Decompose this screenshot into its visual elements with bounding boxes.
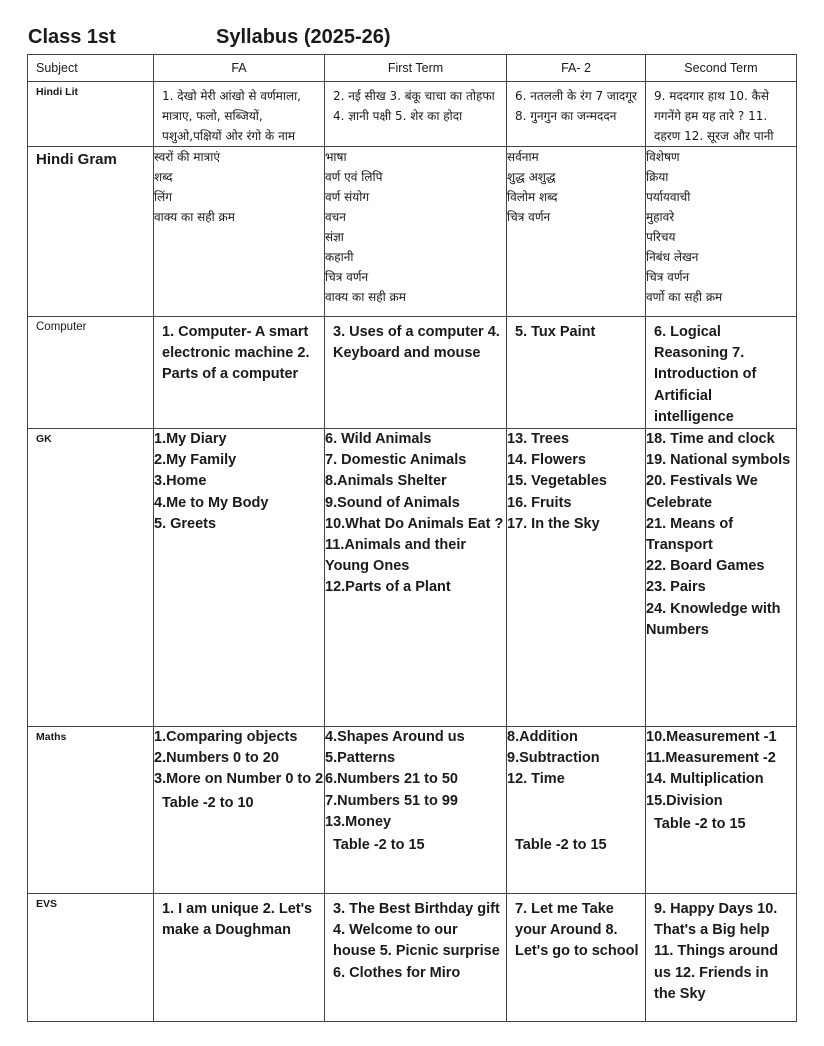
fa2-cell <box>507 894 646 1022</box>
second-term-text: 9. मददगार हाथ 10. कैसे गगनेंगे हम यह तारे ? 11. दहरण 12. सूरज और पानी <box>654 89 774 143</box>
list-item: वाक्य का सही क्रम <box>325 290 406 304</box>
first-term-cell <box>325 894 507 1022</box>
second-term-cell <box>646 82 797 147</box>
list-item: 13.Money <box>325 813 392 830</box>
first-term-text: 2. नई सीख 3. बंकू चाचा का तोहफा 4. ज्ञानी पक्षी 5. शेर का होदा <box>333 89 495 123</box>
list-item: 4.Shapes Around us <box>325 729 465 746</box>
subject-name: Hindi Gram <box>36 151 117 168</box>
list-item: 2.Numbers 0 to 20 <box>154 750 279 767</box>
list-item: 10.What Do Animals Eat ? <box>325 515 504 532</box>
list-item: 6. Wild Animals <box>325 431 432 448</box>
list-item: 17. In the Sky <box>507 515 600 532</box>
list-item: 4.Me to My Body <box>154 494 269 511</box>
subject-name: GK <box>36 433 52 446</box>
list-item: 21. Means of Transport <box>646 515 734 554</box>
first-term-cell <box>325 727 507 894</box>
list-item: 15. Vegetables <box>507 473 607 490</box>
fa-list <box>154 429 324 535</box>
list-item: 6.Numbers 21 to 50 <box>325 771 458 788</box>
second-term-text: 6. Logical Reasoning 7. Introduction of Artificial intelligence <box>654 324 757 425</box>
list-item: 24. Knowledge with Numbers <box>646 600 781 638</box>
fa-cell <box>154 147 325 317</box>
list-item: 8.Addition <box>507 729 578 746</box>
first-term-list <box>325 147 506 307</box>
list-item: 3.More on Number 0 to 2 <box>154 771 324 788</box>
fa2-list <box>507 147 645 227</box>
first-term-table-note: Table -2 to 15 <box>333 837 425 854</box>
list-item: विलोम शब्द <box>507 190 558 204</box>
subject-name: EVS <box>36 898 58 911</box>
column-header-subject: Subject <box>28 55 154 82</box>
list-item: स्वरों की मात्राएं <box>154 150 220 164</box>
fa2-text: 7. Let me Take your Around 8. Let's go to school <box>515 901 639 960</box>
first-term-cell <box>325 429 507 727</box>
column-header-first-term: First Term <box>325 55 507 82</box>
fa-list <box>154 147 324 227</box>
list-item: परिचय <box>646 230 676 244</box>
list-item: 9.Sound of Animals <box>325 494 460 511</box>
list-item: शुद्ध अशुद्ध <box>507 170 556 184</box>
column-header-second-term: Second Term <box>646 55 797 82</box>
first-term-list <box>325 727 506 833</box>
second-term-cell <box>646 147 797 317</box>
first-term-text: 3. Uses of a computer 4. Keyboard and mouse <box>333 324 500 362</box>
fa2-cell <box>507 727 646 894</box>
list-item: वचन <box>325 210 346 224</box>
list-item: 5.Patterns <box>325 750 396 767</box>
subject-cell <box>28 147 154 317</box>
second-term-list <box>646 727 796 812</box>
list-item: वाक्य का सही क्रम <box>154 210 235 224</box>
list-item: निबंध लेखन <box>646 250 699 264</box>
fa2-cell <box>507 82 646 147</box>
fa2-list <box>507 727 645 791</box>
table-row <box>28 727 797 894</box>
list-item: 11.Animals and their Young Ones <box>325 537 467 575</box>
subject-cell <box>28 894 154 1022</box>
second-term-list <box>646 429 796 641</box>
list-item: 9.Subtraction <box>507 750 600 767</box>
list-item: 12.Parts of a Plant <box>325 579 451 596</box>
column-header-fa2: FA- 2 <box>507 55 646 82</box>
fa2-text: 6. नतलली के रंग 7 जादगूर 8. गुनगुन का जन्मददन <box>515 89 637 123</box>
list-item: चित्र वर्णन <box>325 270 369 284</box>
second-term-table-note: Table -2 to 15 <box>654 815 746 832</box>
list-item: 14. Multiplication <box>646 771 764 788</box>
list-item: वर्णो का सही क्रम <box>646 290 723 304</box>
list-item: 7. Domestic Animals <box>325 452 467 469</box>
class-label: Class 1st <box>28 26 116 48</box>
fa-cell <box>154 727 325 894</box>
subject-name: Computer <box>36 321 87 333</box>
fa-cell <box>154 82 325 147</box>
list-item: 5. Greets <box>154 515 217 532</box>
fa2-text: 5. Tux Paint <box>515 324 596 340</box>
fa-text: 1. Computer- A smart electronic machine 2. Parts of a computer <box>162 324 310 383</box>
table-row <box>28 82 797 147</box>
list-item: शब्द <box>154 170 173 184</box>
subject-name: Maths <box>36 731 67 744</box>
subject-cell <box>28 317 154 429</box>
fa-cell <box>154 429 325 727</box>
list-item: 11.Measurement -2 <box>646 750 776 767</box>
list-item: 10.Measurement -1 <box>646 729 777 746</box>
page-title: Syllabus (2025-26) <box>216 26 391 48</box>
table-row <box>28 317 797 429</box>
list-item: चित्र वर्णन <box>507 210 551 224</box>
second-term-cell <box>646 317 797 429</box>
first-term-text: 3. The Best Birthday gift 4. Welcome to our house 5. Picnic surprise 6. Clothes for Miro <box>333 901 500 981</box>
list-item: कहानी <box>325 250 354 264</box>
fa-text: 1. I am unique 2. Let's make a Doughman <box>162 901 313 939</box>
list-item: चित्र वर्णन <box>646 270 690 284</box>
fa2-table-note: Table -2 to 15 <box>515 836 607 853</box>
fa-table-note: Table -2 to 10 <box>162 794 254 811</box>
first-term-cell <box>325 317 507 429</box>
second-term-text: 9. Happy Days 10. That's a Big help 11. Things around us 12. Friends in the Sky <box>654 901 779 1002</box>
list-item: भाषा <box>325 150 347 164</box>
list-item: 8.Animals Shelter <box>325 473 447 490</box>
list-item: पर्यायवाची <box>646 190 691 204</box>
list-item: 1.Comparing objects <box>154 729 298 746</box>
list-item: 12. Time <box>507 771 565 788</box>
list-item: विशेषण <box>646 150 680 164</box>
subject-cell <box>28 429 154 727</box>
list-item: 15.Division <box>646 792 723 809</box>
list-item: वर्ण संयोग <box>325 190 370 204</box>
table-row <box>28 147 797 317</box>
fa2-cell <box>507 429 646 727</box>
list-item: 16. Fruits <box>507 494 572 511</box>
fa-cell <box>154 317 325 429</box>
list-item: वर्ण एवं लिपि <box>325 170 383 184</box>
list-item: 22. Board Games <box>646 558 765 575</box>
fa2-list <box>507 429 645 535</box>
list-item: संज्ञा <box>325 230 344 244</box>
subject-name: Hindi Lit <box>36 86 78 98</box>
list-item: 23. Pairs <box>646 579 706 596</box>
list-item: मुहावरे <box>646 210 675 224</box>
second-term-cell <box>646 429 797 727</box>
subject-cell <box>28 727 154 894</box>
list-item: 20. Festivals We Celebrate <box>646 473 758 511</box>
list-item: 13. Trees <box>507 431 570 448</box>
list-item: क्रिया <box>646 170 669 184</box>
column-header-fa: FA <box>154 55 325 82</box>
second-term-cell <box>646 727 797 894</box>
fa-text: 1. देखो मेरी आंखो से वर्णमाला, मात्राए, फलो, सब्जियों, पशुओ,पक्षियों ओर रंगो के नाम <box>162 89 302 143</box>
list-item: लिंग <box>154 190 173 204</box>
second-term-cell <box>646 894 797 1022</box>
fa2-cell <box>507 317 646 429</box>
second-term-list <box>646 147 796 307</box>
fa-cell <box>154 894 325 1022</box>
list-item: 1.My Diary <box>154 431 227 448</box>
fa2-cell <box>507 147 646 317</box>
list-item: 14. Flowers <box>507 452 586 469</box>
first-term-cell <box>325 82 507 147</box>
list-item: 7.Numbers 51 to 99 <box>325 792 458 809</box>
table-row <box>28 429 797 727</box>
table-header-row <box>28 55 797 82</box>
list-item: 19. National symbols <box>646 452 791 469</box>
list-item: 18. Time and clock <box>646 431 775 448</box>
first-term-cell <box>325 147 507 317</box>
fa-list <box>154 727 324 791</box>
table-row <box>28 894 797 1022</box>
subject-cell <box>28 82 154 147</box>
list-item: 3.Home <box>154 473 207 490</box>
syllabus-table <box>27 54 797 1022</box>
list-item: सर्वनाम <box>507 150 539 164</box>
first-term-list <box>325 429 506 599</box>
list-item: 2.My Family <box>154 452 237 469</box>
